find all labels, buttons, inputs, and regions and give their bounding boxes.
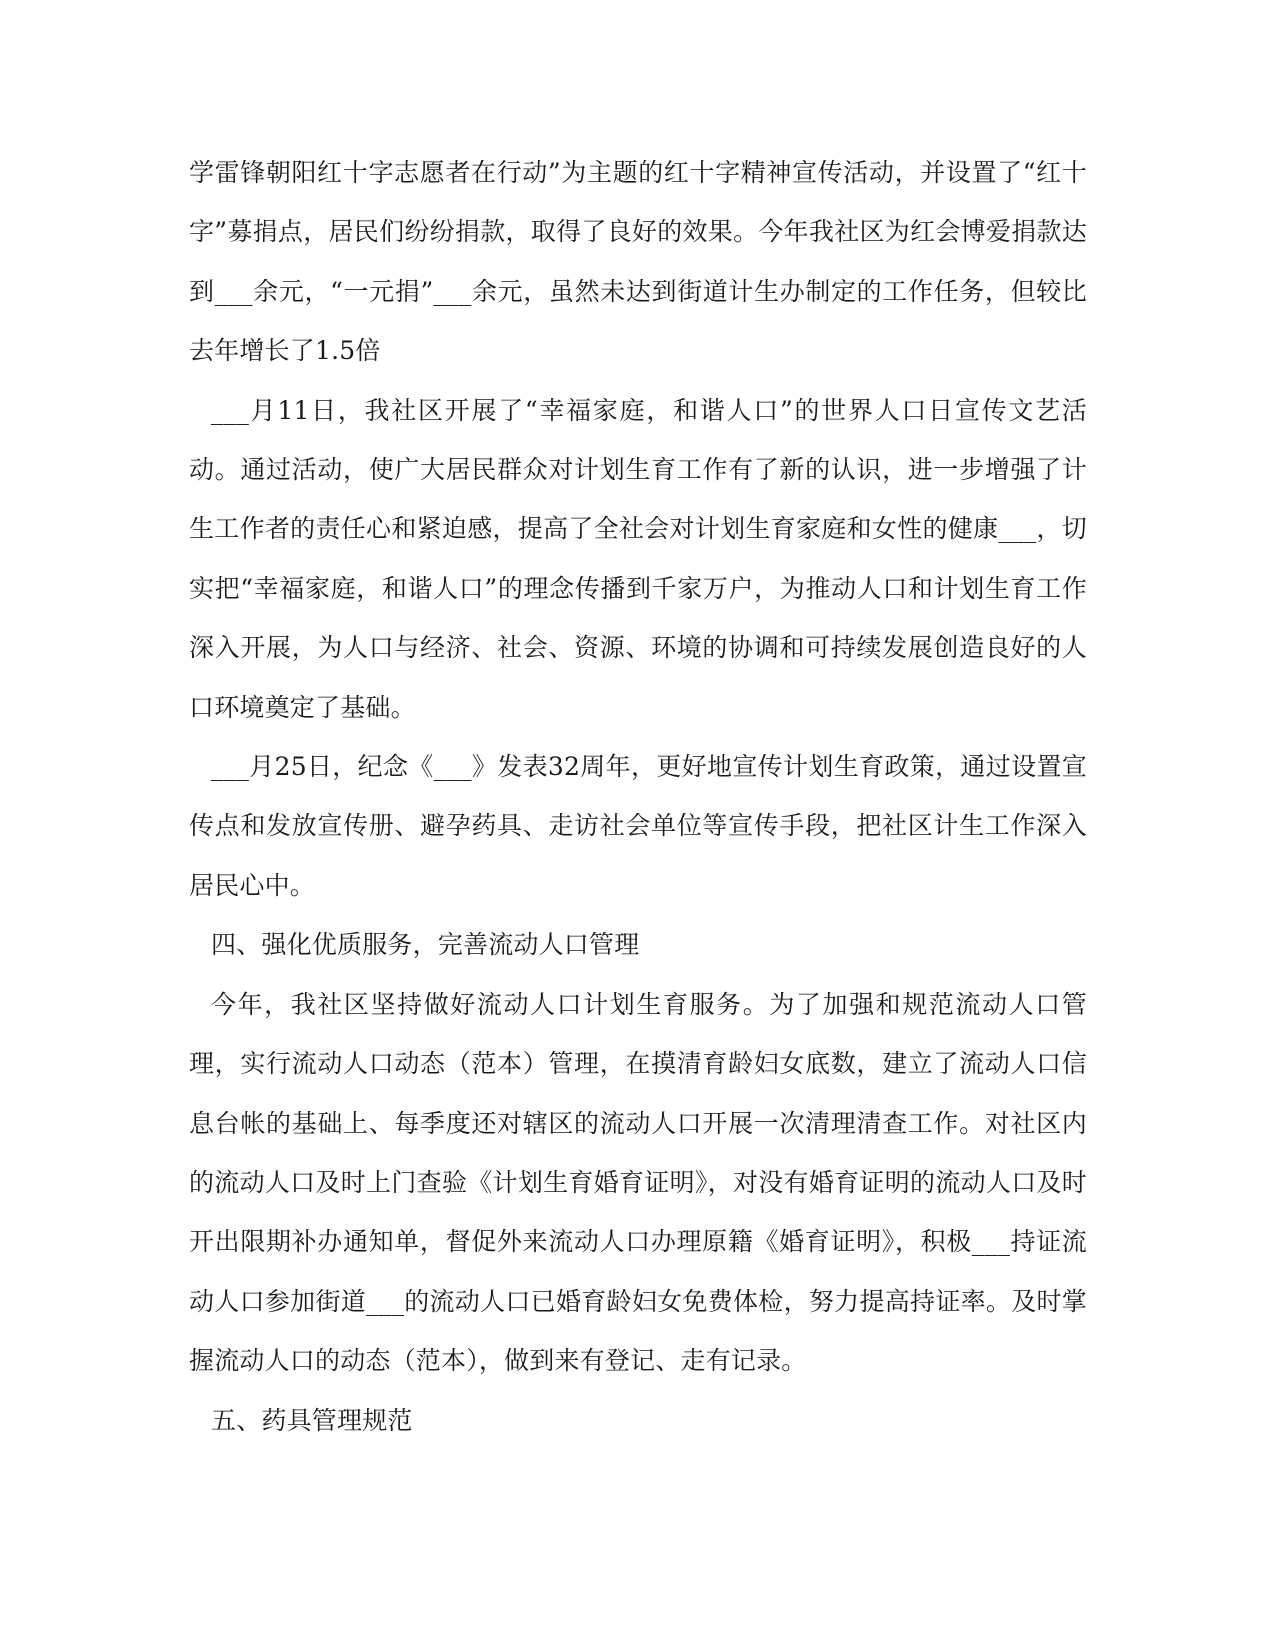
paragraph-population-day: ___月11日，我社区开展了“幸福家庭，和谐人口”的世界人口日宣传文艺活动。通过活动，使广大居民群众对计划生育工作有了新的认识，进一步增强了计生工作者的责任心和紧迫感，提高了全社会对计划生育家庭和女性的健康___，切实把“幸福家庭，和谐人口”的理念传播到千家万户，为推动人口和计划生育工作深入开展，为人口与经济、社会、资源、环境的协调和可持续发展创造良好的人口环境奠定了基础。 — [189, 395, 1087, 722]
paragraph-red-cross-campaign: 学雷锋朝阳红十字志愿者在行动”为主题的红十字精神宣传活动，并设置了“红十字”募捐点，居民们纷纷捐款，取得了良好的效果。今年我社区为红会博爱捐款达到___余元，“一元捐”___余元，虽然未达到街道计生办制定的工作任务，但较比去年增长了1.5倍 — [189, 158, 1087, 366]
document-body — [189, 143, 1087, 1450]
paragraph-floating-population: 今年，我社区坚持做好流动人口计划生育服务。为了加强和规范流动人口管理，实行流动人口动态（范本）管理，在摸清育龄妇女底数，建立了流动人口信息台帐的基础上、每季度还对辖区的流动人口开展一次清理清查工作。对社区内的流动人口及时上门查验《计划生育婚育证明》，对没有婚育证明的流动人口及时开出限期补办通知单，督促外来流动人口办理原籍《婚育证明》，积极___持证流动人口参加街道___的流动人口已婚育龄妇女免费体检，努力提高持证率。及时掌握流动人口的动态（范本），做到来有登记、走有记录。 — [189, 989, 1087, 1376]
section-heading-five: 五、药具管理规范 — [211, 1405, 413, 1435]
paragraph-anniversary: ___月25日，纪念《___》发表32周年，更好地宣传计划生育政策，通过设置宣传点和发放宣传册、避孕药具、走访社会单位等宣传手段，把社区计生工作深入居民心中。 — [189, 752, 1087, 900]
section-heading-four: 四、强化优质服务，完善流动人口管理 — [211, 930, 640, 960]
